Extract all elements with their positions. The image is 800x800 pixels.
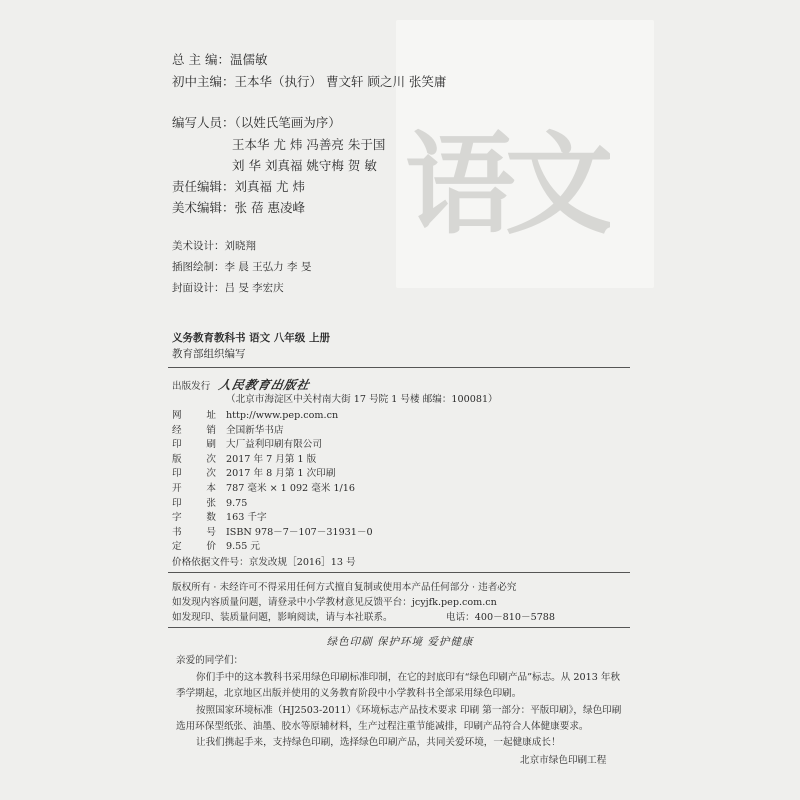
spec-value: 2017 年 8 月第 1 次印刷 [226, 468, 336, 480]
writers-label: 编写人员：（以姓氏笔画为序） [172, 115, 341, 130]
spec-label: 定价 [172, 541, 216, 553]
green-signature: 北京市绿色印刷工程 [520, 755, 607, 766]
spec-row [172, 480, 355, 494]
spec-label: 印刷 [172, 439, 216, 451]
spec-label: 书号 [172, 526, 216, 538]
spec-row [172, 422, 284, 436]
junior-chief-editor-names: 王本华（执行） 曹文轩 顾之川 张笑庸 [234, 74, 447, 89]
art-design-row [172, 238, 256, 253]
green-printing-title: 绿色印刷 保护环境 爱护健康 [326, 636, 474, 648]
writers-row-1: 王本华 尤 炜 冯善亮 朱于国 [232, 137, 386, 152]
junior-chief-editor-label: 初中主编： [172, 74, 235, 89]
copyright-line-3 [172, 609, 393, 623]
green-para-2-line-1: 按照国家环境标准（HJ2503-2011）《环境标志产品技术要求 印刷 第一部分：平版印刷》，绿色印刷 [196, 705, 622, 716]
spec-label: 印次 [172, 468, 216, 480]
divider-middle [168, 572, 630, 573]
spec-row [172, 524, 373, 538]
spec-label: 网址 [172, 410, 216, 421]
spec-value: 163 千字 [226, 512, 267, 524]
writers-row-2: 刘 华 刘真福 姚守梅 贺 敏 [232, 158, 377, 173]
spec-value: 全国新华书店 [226, 424, 284, 436]
quality-contact-text: 如发现印、装质量问题，影响阅读，请与本社联系。 [172, 612, 393, 623]
spec-label: 字数 [172, 512, 216, 524]
green-para-2-line-2: 选用环保型纸张、油墨、胶水等原辅材料，生产过程注重节能减排，印刷产品符合人体健康要求。 [176, 721, 589, 732]
publisher-label: 出版发行 [172, 381, 211, 392]
phone-number: 电话：400－810－5788 [446, 612, 556, 623]
cover-design-row [172, 280, 284, 295]
publisher-address: （北京市海淀区中关村南大街 17 号院 1 号楼 邮编：100081） [226, 394, 498, 405]
spec-label: 印张 [172, 497, 216, 509]
spec-row [172, 465, 335, 479]
art-editor-row [172, 198, 305, 216]
illustration-names: 李 晨 王弘力 李 旻 [224, 261, 312, 273]
illustration-label: 插图绘制： [172, 261, 225, 273]
spec-value: 大厂益利印刷有限公司 [226, 439, 322, 451]
art-design-names: 刘晓翔 [224, 240, 256, 252]
copyright-line-2: 如发现内容质量问题，请登录中小学教材意见反馈平台：jcyjfk.pep.com.cn [172, 597, 497, 608]
copyright-line-1: 版权所有 · 未经许可不得采用任何方式擅自复制或使用本产品任何部分 · 违者必究 [172, 582, 517, 593]
spec-label: 经销 [172, 424, 216, 436]
spec-row [172, 407, 338, 421]
responsible-editor-names: 刘真福 尤 炜 [234, 179, 305, 194]
watermark-decoration: 语文 [405, 120, 605, 249]
spec-row [172, 538, 260, 552]
spec-value: ISBN 978－7－107－31931－0 [226, 526, 373, 538]
spec-value: 9.55 元 [226, 541, 261, 553]
spec-value: 2017 年 7 月第 1 版 [226, 453, 317, 465]
spec-value: 9.75 [226, 497, 248, 509]
illustration-row [172, 259, 311, 274]
spec-row [172, 451, 316, 465]
divider-top [168, 367, 630, 368]
spec-row [172, 436, 322, 450]
book-compiler: 教育部组织编写 [172, 348, 246, 360]
cover-design-label: 封面设计： [172, 282, 225, 294]
spec-row [172, 495, 247, 509]
chief-editor-label: 总 主 编： [172, 52, 230, 67]
green-para-3: 让我们携起手来，支持绿色印刷，选择绿色印刷产品，共同关爱环境，一起健康成长！ [196, 737, 561, 748]
art-editor-label: 美术编辑： [172, 200, 235, 215]
green-greeting: 亲爱的同学们： [176, 655, 244, 666]
responsible-editor-label: 责任编辑： [172, 179, 235, 194]
chief-editor-row [172, 50, 267, 68]
book-title: 义务教育教科书 语文 八年级 上册 [172, 332, 330, 344]
price-basis: 价格依据文件号：京发改规［2016］13 号 [172, 557, 356, 568]
spec-row [172, 509, 267, 523]
spec-label: 版次 [172, 453, 216, 465]
art-design-label: 美术设计： [172, 240, 225, 252]
chief-editor-names: 温儒敏 [229, 52, 268, 67]
cover-design-names: 吕 旻 李宏庆 [224, 282, 284, 294]
spec-value: 787 毫米 × 1 092 毫米 1/16 [226, 483, 355, 494]
green-para-1-line-1: 你们手中的这本教科书采用绿色印刷标准印制，在它的封底印有“绿色印刷产品”标志。从 2013 年秋 [196, 672, 621, 683]
junior-chief-editor-row [172, 72, 446, 90]
publisher-logo: 人民教育出版社 [217, 378, 312, 392]
spec-value: http://www.pep.com.cn [226, 410, 339, 421]
art-editor-names: 张 蓓 惠凌峰 [234, 200, 305, 215]
responsible-editor-row [172, 177, 305, 195]
divider-bottom [168, 627, 630, 628]
green-para-1-line-2: 季学期起，北京地区出版并使用的义务教育阶段中小学教科书全部采用绿色印刷。 [176, 688, 522, 699]
spec-label: 开本 [172, 483, 216, 494]
